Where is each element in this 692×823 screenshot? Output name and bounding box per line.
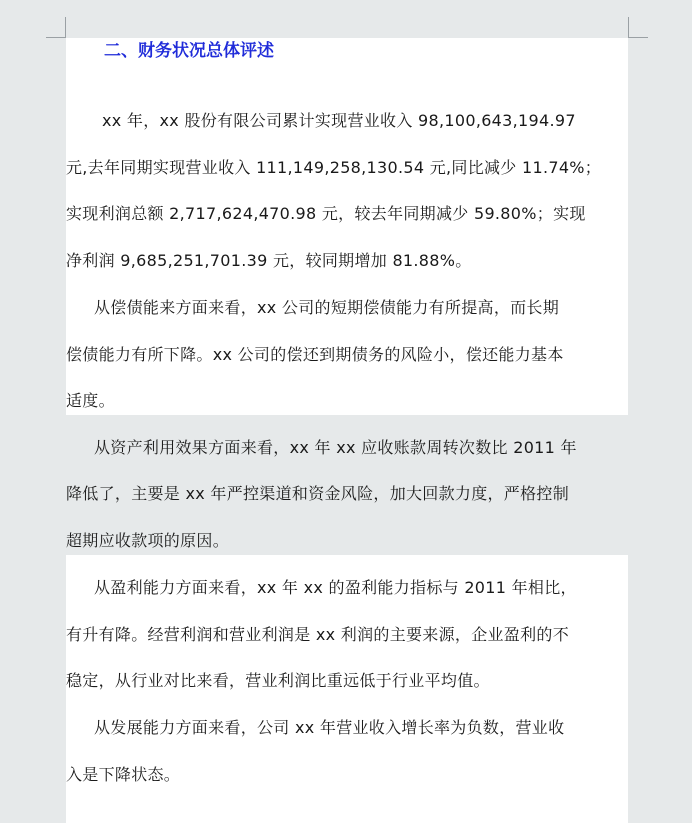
paragraph-line: 偿债能力有所下降。xx 公司的偿还到期债务的风险小，偿还能力基本: [66, 345, 564, 364]
page-margin-band: [628, 0, 692, 415]
paragraph-line: 从发展能力方面来看，公司 xx 年营业收入增长率为负数，营业收: [94, 718, 565, 737]
paragraph-line: 超期应收款项的原因。: [66, 531, 230, 550]
paragraph-line: 实现利润总额 2,717,624,470.98 元，较去年同期减少 59.80%；实现: [66, 204, 586, 223]
section-heading: 二、财务状况总体评述: [104, 41, 274, 61]
paragraph-line: 入是下降状态。: [66, 765, 181, 784]
crop-mark: [628, 37, 648, 38]
paragraph-line: xx 年，xx 股份有限公司累计实现营业收入 98,100,643,194.97: [102, 111, 576, 130]
paragraph-line: 从资产利用效果方面来看，xx 年 xx 应收账款周转次数比 2011 年: [94, 438, 577, 457]
paragraph-line: 从盈利能力方面来看，xx 年 xx 的盈利能力指标与 2011 年相比，: [94, 578, 577, 597]
paragraph-line: 适度。: [66, 391, 115, 410]
crop-mark: [628, 17, 629, 38]
paragraph-line: 元,去年同期实现营业收入 111,149,258,130.54 元,同比减少 11.74%；: [66, 158, 602, 177]
page-margin-band: [0, 555, 66, 823]
paragraph-line: 净利润 9,685,251,701.39 元，较同期增加 81.88%。: [66, 251, 472, 270]
page-margin-band: [0, 0, 66, 415]
paragraph-line: 有升有降。经营利润和营业利润是 xx 利润的主要来源，企业盈利的不: [66, 625, 570, 644]
page-margin-band: [66, 0, 628, 38]
page-margin-band: [628, 555, 692, 823]
crop-mark: [46, 37, 66, 38]
paragraph-line: 稳定，从行业对比来看，营业利润比重远低于行业平均值。: [66, 671, 490, 690]
paragraph-line: 降低了，主要是 xx 年严控渠道和资金风险，加大回款力度，严格控制: [66, 484, 570, 503]
paragraph-line: 从偿债能来方面来看，xx 公司的短期偿债能力有所提高，而长期: [94, 298, 560, 317]
crop-mark: [65, 17, 66, 38]
